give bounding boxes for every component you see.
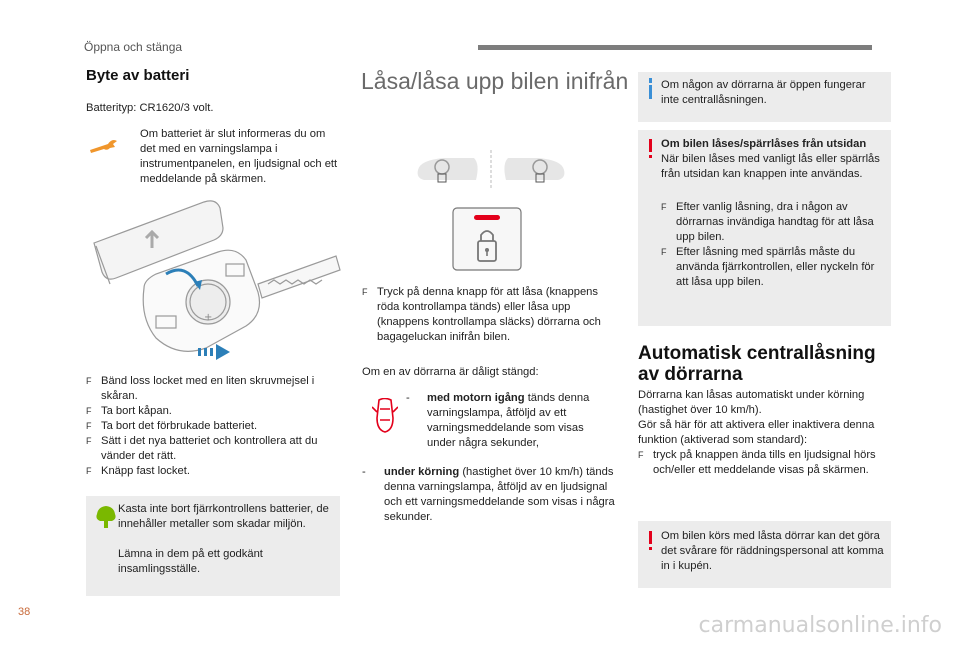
deadlock-step: F Efter vanlig låsning, dra i någon av dörrarnas invändiga handtag för att låsa upp bilen.	[661, 200, 883, 245]
auto-lock-text-1: Dörrarna kan låsas automatiskt under körning (hastighet över 10 km/h).	[638, 389, 865, 416]
battery-step: F Ta bort kåpan.	[86, 404, 341, 419]
engine-running-item	[406, 391, 611, 451]
battery-step: F Ta bort det förbrukade batteriet.	[86, 419, 341, 434]
svg-text:+: +	[204, 312, 213, 323]
environment-text-1: Kasta inte bort fjärrkontrollens batterier, de innehåller metaller som skadar miljön.	[118, 503, 329, 530]
driving-text: (hastighet över 10 km/h) tänds denna varningslampa, åtföljd av en ljudsignal och ett varningsmeddelande som visas i några sekunder.	[384, 466, 615, 523]
header-rule	[478, 45, 872, 50]
lock-button-icon	[452, 207, 522, 271]
auto-lock-title-line-1: Automatisk centrallåsning	[638, 343, 876, 364]
lock-instruction: F Tryck på denna knapp för att låsa (knappens röda kontrollampa tänds) eller låsa upp (knappens kontrollampa släcks) dörrarna och bagageluckan inifrån bilen.	[362, 285, 617, 345]
battery-warning-text: Om batteriet är slut informeras du om det med en varningslampa i instrumentpanelen, en ljudsignal och ett meddelande på skärmen.	[140, 128, 338, 185]
warning-icon	[649, 531, 652, 544]
battery-step: F Bänd loss locket med en liten skruvmejsel i skåran.	[86, 374, 341, 404]
info-icon-stem	[649, 85, 652, 99]
environment-text-2: Lämna in dem på ett godkänt insamlingsställe.	[118, 548, 263, 575]
door-closed-intro: Om en av dörrarna är dåligt stängd:	[362, 366, 539, 378]
door-open-warning-icon	[372, 398, 398, 434]
deadlock-text: När bilen låses med vanligt lås eller spärrlås från utsidan kan knappen inte användas.	[661, 153, 880, 180]
deadlock-note	[638, 130, 891, 326]
driving-label: under körning	[384, 466, 460, 478]
page-number: 38	[18, 606, 31, 618]
wrench-icon	[88, 136, 118, 156]
deadlock-title: Om bilen låses/spärrlåses från utsidan	[661, 138, 867, 150]
rescue-text: Om bilen körs med låsta dörrar kan det göra det svårare för räddningspersonal att komma in i kupén.	[661, 530, 884, 572]
lock-instruction-list	[362, 285, 617, 345]
battery-title: Byte av batteri	[86, 67, 190, 84]
lock-title: Låsa/låsa upp bilen inifrån	[361, 68, 629, 94]
battery-steps	[86, 374, 341, 479]
auto-lock-title-line-2: av dörrarna	[638, 364, 743, 385]
warning-icon	[649, 139, 652, 152]
deadlock-step: F Efter låsning med spärrlås måste du använda fjärrkontrollen, eller nyckeln för att låsa upp bilen.	[661, 245, 883, 290]
engine-running-label: med motorn igång	[427, 392, 525, 404]
engine-running-text: tänds denna varningslampa, åtföljd av ett varningsmeddelande som visas under några sekunder,	[427, 392, 590, 449]
auto-lock-text-2: Gör så här för att aktivera eller inaktivera denna funktion (aktiverad som standard):	[638, 419, 875, 446]
deadlock-steps	[661, 200, 883, 290]
door-lock-illustration	[414, 150, 568, 188]
battery-step: F Sätt i det nya batteriet och kontrollera att du vänder det rätt.	[86, 434, 341, 464]
key-fob-illustration	[86, 198, 342, 370]
warning-icon-dot	[649, 155, 652, 158]
battery-type: Batterityp: CR1620/3 volt.	[86, 102, 214, 114]
section-label: Öppna och stänga	[84, 40, 183, 54]
info-icon	[649, 78, 652, 83]
eco-tree-icon	[95, 505, 117, 529]
dash-marker: -	[362, 466, 366, 478]
info-note	[638, 72, 891, 122]
environment-note	[86, 496, 340, 596]
battery-step: F Knäpp fast locket.	[86, 464, 341, 479]
auto-lock-step: F tryck på knappen ända tills en ljudsignal hörs och/eller ett meddelande visas på skärmen.	[638, 448, 883, 478]
auto-lock-title	[638, 343, 898, 385]
warning-icon-dot	[649, 547, 652, 550]
dash-marker: -	[406, 392, 410, 404]
auto-lock-steps	[638, 448, 883, 478]
rescue-note	[638, 521, 891, 588]
info-text: Om någon av dörrarna är öppen fungerar inte centrallåsningen.	[661, 79, 866, 106]
watermark: carmanualsonline.info	[698, 613, 942, 638]
driving-item	[362, 465, 624, 525]
